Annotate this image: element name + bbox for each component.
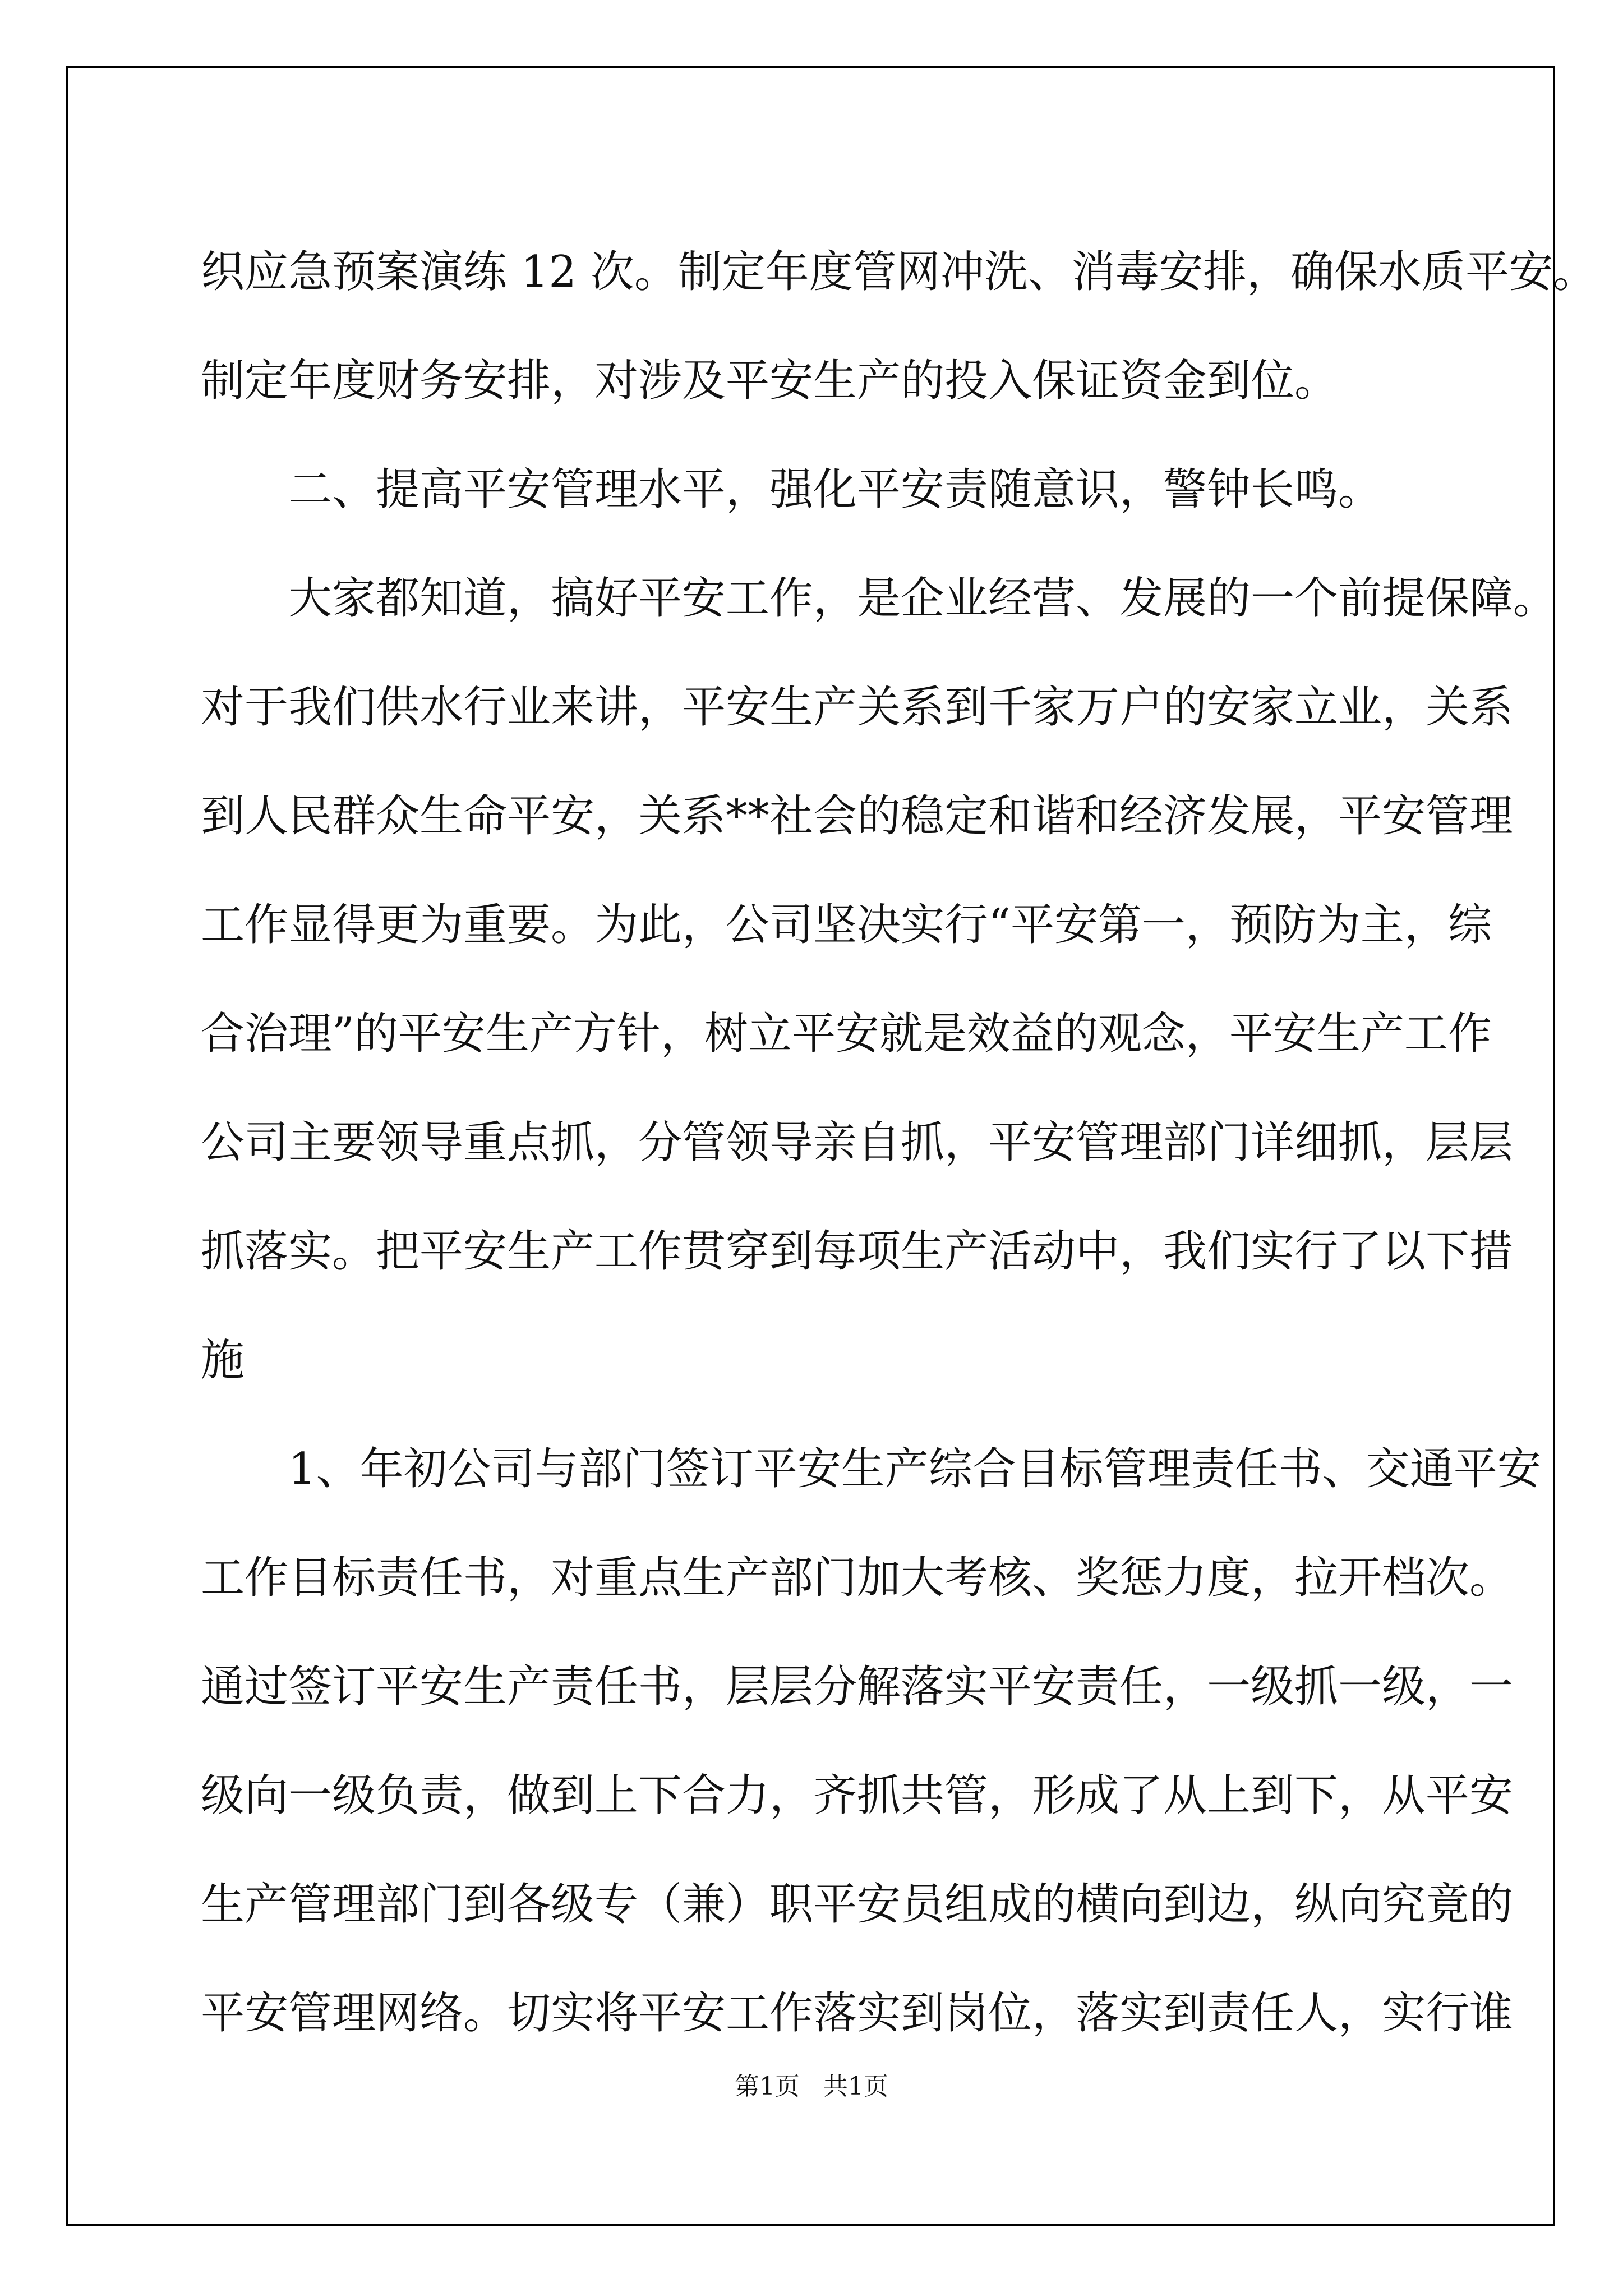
text-line: 施 — [201, 1335, 245, 1386]
text-line: 大家都知道，搞好平安工作，是企业经营、发展的一个前提保障。 — [288, 573, 1557, 624]
document-body — [201, 218, 1597, 2068]
text-line: 对于我们供水行业来讲，平安生产关系到千家万户的安家立业，关系 — [201, 682, 1514, 733]
section-heading: 二、提高平安管理水平，强化平安责随意识，警钟长鸣。 — [288, 464, 1382, 515]
text-line: 制定年度财务安排，对涉及平安生产的投入保证资金到位。 — [201, 356, 1339, 406]
text-line: 级向一级负责，做到上下合力，齐抓共管，形成了从上到下，从平安 — [201, 1770, 1514, 1821]
text-line: 到人民群众生命平安，关系**社会的稳定和谐和经济发展，平安管理 — [201, 791, 1514, 841]
text-line: 工作目标责任书，对重点生产部门加大考核、奖惩力度，拉开档次。 — [201, 1553, 1514, 1603]
text-line: 织应急预案演练 12 次。制定年度管网冲洗、消毒安排，确保水质平安。 — [201, 247, 1597, 297]
text-line: 工作显得更为重要。为此，公司坚决实行“平安第一，预防为主，综 — [201, 900, 1492, 950]
text-line: 公司主要领导重点抓，分管领导亲自抓，平安管理部门详细抓，层层 — [201, 1117, 1514, 1168]
text-line: 生产管理部门到各级专（兼）职平安员组成的横向到边，纵向究竟的 — [201, 1879, 1514, 1930]
text-line: 抓落实。把平安生产工作贯穿到每项生产活动中，我们实行了以下措 — [201, 1226, 1514, 1277]
text-line: 通过签订平安生产责任书，层层分解落实平安责任，一级抓一级，一 — [201, 1662, 1514, 1712]
page-footer: 第1页 共1页 — [735, 2072, 888, 2101]
text-line: 合治理”的平安生产方针，树立平安就是效益的观念，平安生产工作 — [201, 1009, 1492, 1059]
text-line: 平安管理网络。切实将平安工作落实到岗位，落实到责任人，实行谁 — [201, 1988, 1514, 2039]
text-line: 1、年初公司与部门签订平安生产综合目标管理责任书、交通平安 — [288, 1444, 1541, 1494]
